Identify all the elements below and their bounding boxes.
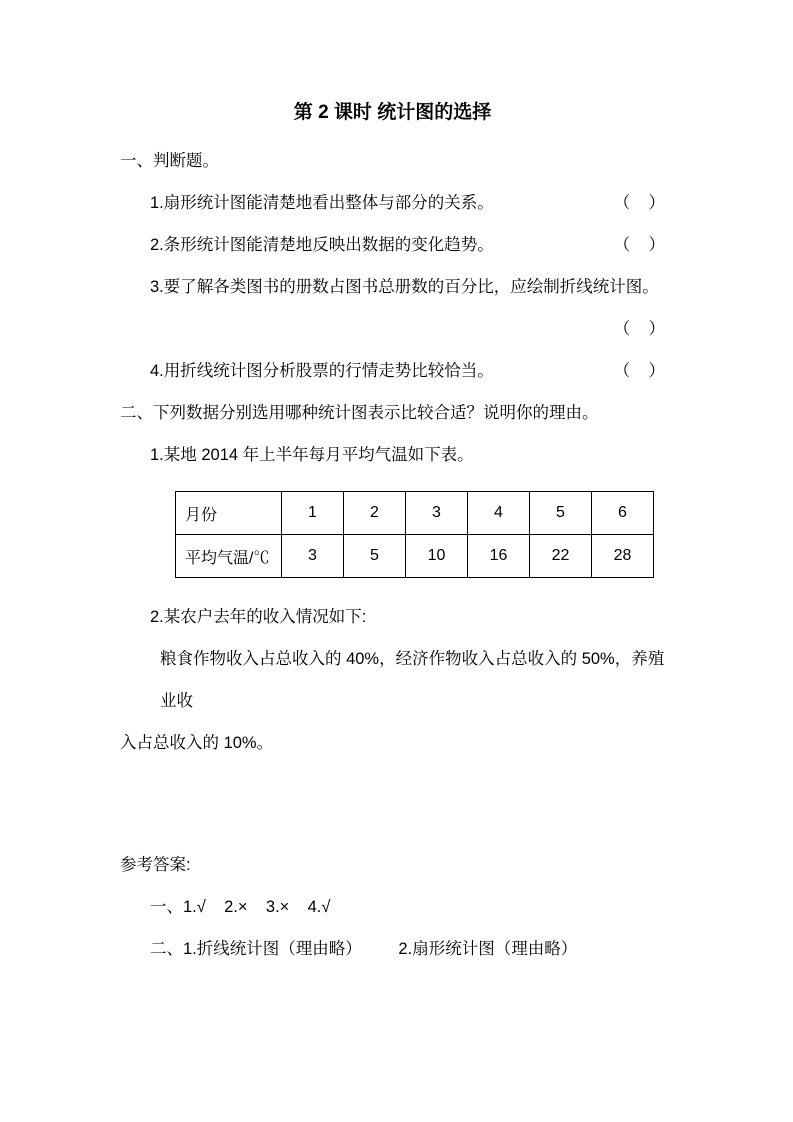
table-cell: 3 <box>282 535 344 578</box>
table-cell: 5 <box>344 535 406 578</box>
table-row-months <box>176 492 654 535</box>
section1-heading: 一、判断题。 <box>120 152 219 170</box>
judgment-item-1-text: 1.扇形统计图能清楚地看出整体与部分的关系。 <box>150 194 494 212</box>
answers-line-1: 一、1.√ 2.× 3.× 4.√ <box>150 898 331 916</box>
table-cell-month-label: 月份 <box>176 492 282 535</box>
judgment-item-4-bracket: （ ） <box>613 362 665 380</box>
judgment-item-2-bracket: （ ） <box>613 236 665 254</box>
table-cell: 16 <box>468 535 530 578</box>
judgment-item-1-bracket: （ ） <box>613 194 665 212</box>
table-cell-temp-label: 平均气温/℃ <box>176 535 282 578</box>
income-paragraph-line1: 粮食作物收入占总收入的 40%，经济作物收入占总收入的 50%，养殖业收 <box>160 650 665 710</box>
page-title: 第 2 课时 统计图的选择 <box>293 102 492 123</box>
income-paragraph-line2: 入占总收入的 10%。 <box>120 734 274 752</box>
judgment-item-3-bracket-row <box>120 308 665 350</box>
table-cell: 4 <box>468 492 530 535</box>
table-cell: 3 <box>406 492 468 535</box>
table-cell: 2 <box>344 492 406 535</box>
judgment-item-2 <box>120 224 665 266</box>
judgment-item-2-text: 2.条形统计图能清楚地反映出数据的变化趋势。 <box>150 236 494 254</box>
judgment-item-4-text: 4.用折线统计图分析股票的行情走势比较恰当。 <box>150 362 494 380</box>
table-cell: 6 <box>592 492 654 535</box>
table-row-temperatures <box>176 535 654 578</box>
section2-item-1: 1.某地 2014 年上半年每月平均气温如下表。 <box>150 446 474 464</box>
temperature-table <box>175 491 654 578</box>
section2-heading: 二、下列数据分别选用哪种统计图表示比较合适？说明你的理由。 <box>120 404 599 422</box>
section2-item-2: 2.某农户去年的收入情况如下: <box>150 608 367 626</box>
table-cell: 28 <box>592 535 654 578</box>
judgment-item-3-text: 3.要了解各类图书的册数占图书总册数的百分比，应绘制折线统计图。 <box>150 278 659 296</box>
answers-line-2: 二、1.折线统计图（理由略） 2.扇形统计图（理由略） <box>150 940 578 958</box>
judgment-item-1 <box>120 182 665 224</box>
judgment-item-3-bracket: （ ） <box>613 320 665 338</box>
judgment-item-4 <box>120 350 665 392</box>
judgment-item-3 <box>120 266 665 308</box>
table-cell: 22 <box>530 535 592 578</box>
table-cell: 5 <box>530 492 592 535</box>
answers-heading: 参考答案: <box>120 856 191 874</box>
table-cell: 1 <box>282 492 344 535</box>
table-cell: 10 <box>406 535 468 578</box>
